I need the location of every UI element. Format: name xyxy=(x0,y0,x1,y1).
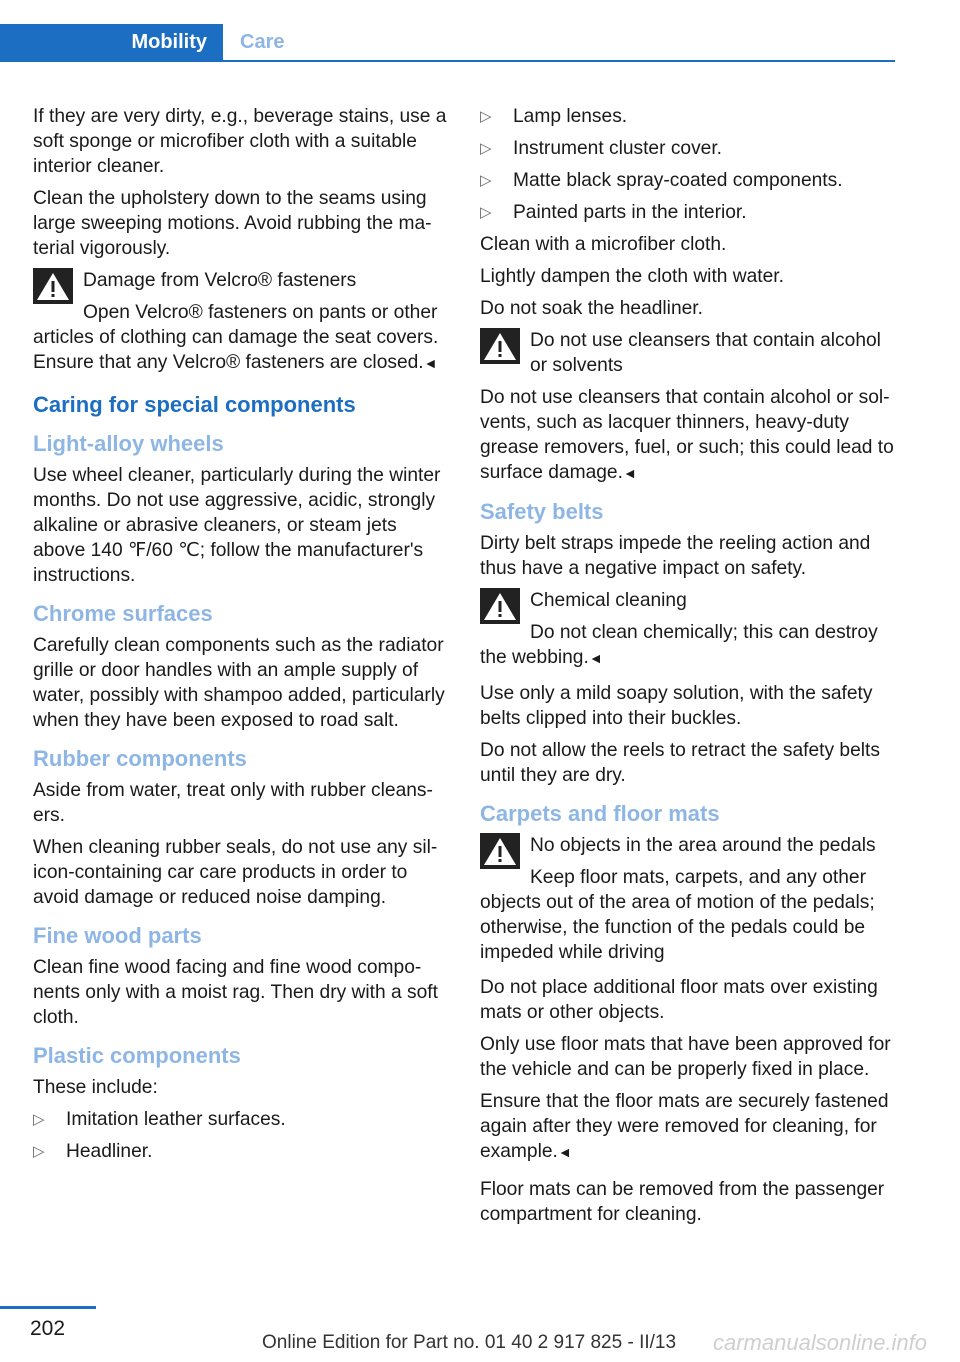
paragraph: Dirty belt straps impede the reeling action and thus have a negative impact on safety. xyxy=(480,533,871,579)
tab-care[interactable]: Care xyxy=(240,31,285,53)
end-mark: ◄ xyxy=(557,1144,572,1160)
paragraph: Use wheel cleaner, particularly during the winter months. Do not use aggressive, acidic, strongly alkaline or abrasive cleaners, or steam jets above 140 ℉/60 ℃; follow the manufacturer's instructions. xyxy=(33,465,441,586)
paragraph: Floor mats can be removed from the passenger compartment for cleaning. xyxy=(480,1179,885,1225)
paragraph: Do not soak the headliner. xyxy=(480,298,703,319)
paragraph: These include: xyxy=(33,1077,158,1098)
subsection-title: Rubber components xyxy=(33,746,247,771)
warning-title: Damage from Velcro® fasteners xyxy=(83,270,357,291)
subsection-title: Fine wood parts xyxy=(33,923,202,948)
warning-box xyxy=(33,268,449,376)
paragraph: Carefully clean components such as the radiator grille or door handles with an ample supply of water, possibly with shampoo added, particularly when they have been exposed to road salt. xyxy=(33,635,445,731)
warning-triangle-icon xyxy=(480,588,520,624)
paragraph: Use only a mild soapy solution, with the safety belts clipped into their buckles. xyxy=(480,683,873,729)
paragraph: Clean with a microfiber cloth. xyxy=(480,234,727,255)
warning-triangle-icon xyxy=(33,268,73,304)
bullet-list xyxy=(33,1107,449,1164)
paragraph: Lightly dampen the cloth with water. xyxy=(480,266,784,287)
triangle-bullet-icon: ▷ xyxy=(480,108,492,125)
warning-title: Chemical cleaning xyxy=(530,590,687,611)
page-number-rule xyxy=(0,1306,96,1309)
triangle-bullet-icon: ▷ xyxy=(33,1111,45,1128)
warning-title: Do not use cleansers that contain alcohol or solvents xyxy=(530,330,881,376)
list-item: ▷ Painted parts in the interior. xyxy=(480,202,747,223)
paragraph: Clean fine wood facing and fine wood components only with a moist rag. Then dry with a soft cloth. xyxy=(33,957,438,1028)
subsection-title: Plastic components xyxy=(33,1043,241,1068)
paragraph: Ensure that the floor mats are securely fastened again after they were removed for cleaning, for example.◄ xyxy=(480,1091,889,1162)
warning-text: articles of clothing can damage the seat covers. Ensure that any Velcro® fasteners are closed. xyxy=(33,327,439,373)
list-item: ▷ Matte black spray-coated components. xyxy=(480,170,843,191)
warning-text: objects out of the area of motion of the pedals; otherwise, the function of the pedals could be impeded while driving xyxy=(480,892,875,963)
triangle-bullet-icon: ▷ xyxy=(480,140,492,157)
end-mark: ◄ xyxy=(588,650,603,666)
list-item: ▷ Imitation leather surfaces. xyxy=(33,1109,286,1130)
page-number: 202 xyxy=(30,1317,66,1340)
paragraph: Only use floor mats that have been approved for the vehicle and can be properly fixed in place. xyxy=(480,1034,891,1080)
warning-triangle-icon xyxy=(480,328,520,364)
paragraph: Aside from water, treat only with rubber cleansers. xyxy=(33,780,433,826)
subsection-title: Carpets and floor mats xyxy=(480,801,720,826)
warning-text: Do not use cleansers that contain alcohol or solvents, such as lacquer thinners, heavy-duty grease removers, fuel, or such; this could lead to surface damage. xyxy=(480,387,894,483)
bullet-list xyxy=(480,104,896,225)
warning-text: Do not clean chemically; this can destroy xyxy=(530,622,878,643)
edition-footer: Online Edition for Part no. 01 40 2 917 825 - II/13 xyxy=(262,1332,677,1353)
end-mark: ◄ xyxy=(423,355,438,371)
paragraph: Clean the upholstery down to the seams using large sweeping motions. Avoid rubbing the material vigorously. xyxy=(33,188,432,259)
list-item: ▷ Instrument cluster cover. xyxy=(480,138,723,159)
paragraph: Do not place additional floor mats over existing mats or other objects. xyxy=(480,977,878,1023)
list-item: ▷ Headliner. xyxy=(33,1141,153,1162)
warning-text: Keep floor mats, carpets, and any other xyxy=(530,867,866,888)
warning-text: the webbing. xyxy=(480,647,589,668)
warning-triangle-icon xyxy=(480,833,520,869)
warning-box xyxy=(480,588,896,671)
right-column xyxy=(480,104,896,1234)
paragraph: When cleaning rubber seals, do not use any silicon-containing car care products in order to avoid damage or reduced noise damping. xyxy=(33,837,438,908)
warning-text: Open Velcro® fasteners on pants or other xyxy=(83,302,438,323)
header-bar xyxy=(0,24,895,62)
left-column xyxy=(33,104,449,1171)
list-item: ▷ Lamp lenses. xyxy=(480,106,628,127)
triangle-bullet-icon: ▷ xyxy=(33,1143,45,1160)
paragraph: If they are very dirty, e.g., beverage stains, use a soft sponge or microfiber cloth with a suitable interior cleaner. xyxy=(33,106,447,177)
watermark: carmanualsonline.info xyxy=(713,1330,928,1355)
paragraph: Do not allow the reels to retract the safety belts until they are dry. xyxy=(480,740,880,786)
triangle-bullet-icon: ▷ xyxy=(480,172,492,189)
tab-mobility[interactable]: Mobility xyxy=(0,24,223,62)
subsection-title: Safety belts xyxy=(480,499,604,524)
triangle-bullet-icon: ▷ xyxy=(480,204,492,221)
subsection-title: Chrome surfaces xyxy=(33,601,213,626)
warning-title: No objects in the area around the pedals xyxy=(530,835,876,856)
subsection-title: Light-alloy wheels xyxy=(33,431,224,456)
section-title: Caring for special components xyxy=(33,392,356,417)
warning-box xyxy=(480,833,896,965)
end-mark: ◄ xyxy=(622,465,637,481)
header-divider xyxy=(223,60,895,62)
warning-box xyxy=(480,328,896,486)
